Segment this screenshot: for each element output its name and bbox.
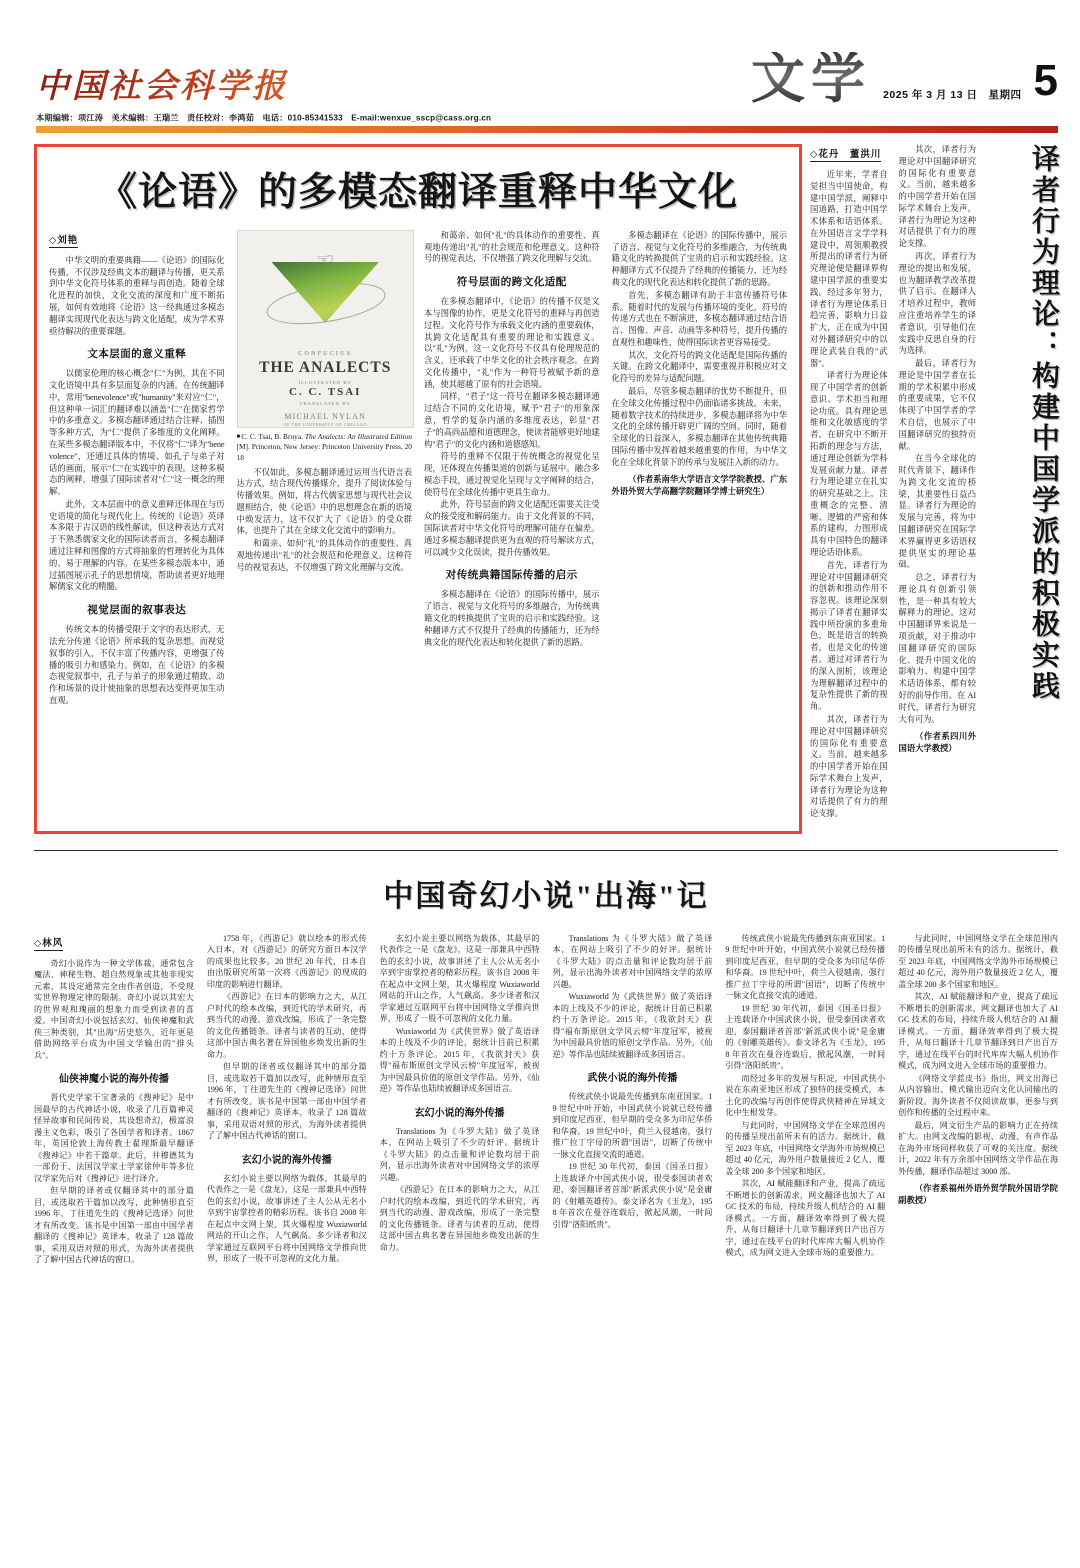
paragraph: 而经过多年的发展与积淀，中国武侠小说在东南亚地区形成了独特的接受模式，本土化的改编与再创作使得武侠精神在异域文化中生根发芽。 <box>725 1073 886 1118</box>
paragraph: 与此同时，中国网络文学在全球范围内的传播呈现出前所未有的活力。据统计，截至 2023 年底，中国网络文学海外市场规模已超过 40 亿元，海外用户数量接近 2 亿人，覆盖全球 200 多个国家和地区。 <box>898 934 1058 989</box>
paragraph: 但早期的译者或仅翻译其中的部分篇目，或选取若干篇加以改写，此种情形直至 1996 年，丁往道先生的《搜神记选译》问世才有所改变。该书是中国第一部由中国学者翻译的《搜神记》英译本，收录了 128 篇故事，采用双语对照的形式，为海外读者提供了了解中国古代神话的窗口。 <box>34 1186 194 1265</box>
paragraph: 传统武侠小说最先传播到东南亚国家。19 世纪中叶开始，中国武侠小说就已经传播到印度尼西亚，但早期的受众多为印尼华侨和华裔。19 世纪中叶，荷兰入侵越南，强行推广拉丁字母的所谓"国语"，切断了传统中一脉文化直接交流的通道。 <box>552 1092 713 1159</box>
right-vertical-headline: 译者行为理论：构建中国学派的积极实践 <box>1028 144 1059 702</box>
right-attribution: （作者系四川外国语大学教授） <box>898 732 977 754</box>
paragraph: 其次，译者行为理论对中国翻译研究的国际化有重要意义。当前，越来越多的中国学者开始在国际学术舞台上发声，译者行为理论为这种对话提供了有力的理论支撑。 <box>810 714 888 819</box>
right-byline: ◇花丹 董洪川 <box>810 146 881 162</box>
main-byline: ◇刘艳 <box>49 232 78 248</box>
masthead-credits: 本期编辑：项江涛 美术编辑：王瑞兰 责任校对：李鸿茹 电话：010-85341533 E-mail:wenxue_sscp@cass.org.cn <box>36 113 492 123</box>
bottom-subhead-1: 仙侠神魔小说的海外传播 <box>58 1074 169 1086</box>
paragraph: 《西游记》在日本的影响力之大，从江户时代的绘本改编，到近代的学术研究，再到当代的动漫、游戏改编，形成了一条完整的文化传播链条。译者与读者的互动，使得这部中国古典名著在异国他乡焕发出新的生命力。 <box>206 992 367 1059</box>
paragraph: 首先，译者行为理论对中国翻译研究的创新和推动作用不容忽视。该理论深刻揭示了译者在翻译实践中所扮演的多重角色，既是语言的转换者，也是文化的传递者。通过对译者行为的深入剖析，该理论为理解翻译过程中的复杂性提供了新的视角。 <box>810 560 888 712</box>
top-block <box>34 144 1058 834</box>
paragraph: Wuxiaworld 为《武侠世界》做了英语译本的上线及不少的评论，据统计目前已积累约十万条评论。2015 年，《我欲封天》获得"福布斯原创文学风云榜"年度冠军，被视为中国最具价值的原创文学作品。另外，《仙逆》等作品也陆续被翻译成多国语言。 <box>379 1026 540 1094</box>
masthead-rule <box>36 126 1058 133</box>
masthead-right <box>751 49 1058 109</box>
bottom-article-columns <box>34 933 1058 1267</box>
right-column-2 <box>899 144 977 834</box>
right-article <box>810 144 1058 834</box>
bottom-lead-paragraph: 奇幻小说作为一种文学体裁，通常包含魔法、神秘生物、超自然现象或其他非现实元素，其设定通常完全由作者创造，不受现实世界物理定律的限制。奇幻小说以其宏大的世界观和瑰丽的想象力而受到读者的喜爱。中国奇幻小说包括玄幻、仙侠神魔和武侠三种类别，其"出海"历史悠久，近年更是借助网络平台成为中国文学输出的"排头兵"。 <box>34 959 194 1060</box>
paragraph: 译者行为理论体现了中国学者的创新意识、学术担当和理论功底。具有理论思维和文化敏感度的学者，在研究中不断开拓新的理念与方法，通过理论创新为学科发展贡献力量。译者行为理论建立在扎实的研究基础之上，注重概念的完整、清晰、逻辑的严密和体系的建构，力图形成具有中国特色的翻译理论话语体系。 <box>810 371 888 557</box>
page-body <box>0 144 1080 1267</box>
bottom-subhead-2b: 玄幻小说的海外传播 <box>414 1107 505 1119</box>
bottom-subhead-3: 武侠小说的海外传播 <box>587 1073 678 1085</box>
bottom-column-5 <box>725 933 885 1267</box>
main-subhead-3: 符号层面的跨文化适配 <box>456 277 567 289</box>
paragraph: 此外，符号层面的跨文化适配还需要关注受众的接受度和解码能力。由于文化背景的不同，国际读者对中华文化符号的理解可能存在偏差。通过多模态翻译提供更为直观的符号解读方式，可以减少文化误读，提升传播效果。 <box>424 500 600 557</box>
paragraph: 19 世纪 30 年代初，泰国《国圣日报》上连载译介中国武侠小说，很受泰国读者欢迎，泰国翻译者首部"新派武侠小说"是金庸的《射雕英雄传》。泰文译名为《玉龙》，1958 年首次在曼谷连载后，掀起风潮，一时间引得"洛阳纸贵"。 <box>725 1003 886 1071</box>
paragraph: 其次，AI 赋能翻译和产业，提高了疏远不断增长的创新需求，网文翻译也加大了 AIGC 技术的布局，持续升级人机结合的 AI 翻译模式。一方面，翻译效率得到了极大提升，从每日翻译十几章节翻译到日产出百万字，通过在线平台的时代库库大幅人机协作模式，成为网文进入全球市场的重要推力。 <box>725 1179 886 1258</box>
cover-illustrated-label: ILLUSTRATED BY <box>298 380 353 386</box>
main-column-3 <box>424 230 600 708</box>
paragraph: 以儒家伦理的核心概念"仁"为例，其在不同文化语境中具有多层面复杂的内涵。在传统翻译中，常用"benevolence"或"humanity"来对应"仁"，但这种单一词汇的翻译难以涵盖"仁"在儒家哲学中的多重意义。多模态翻译通过结合注释、插图等多种方式，为"仁"提供了多维度的文化阐释。在某些多模态翻译版本中，不仅将"仁"译为"benevolence"，还通过具体的情境、如孔子与弟子对话的画面，展示"仁"在实践中的表现。这种多模态的阐释，增强了国际读者对"仁"这一概念的理解。 <box>49 369 225 497</box>
figure-caption <box>237 432 413 462</box>
cover-figure-icon: ☜ <box>316 249 335 272</box>
bottom-byline: ◇林风 <box>34 935 63 951</box>
paragraph: 总之，译者行为理论具有创新引领性，是一种具有较大解释力的理论。这对中国翻译界来说是一项贡献，对于推动中国翻译研究的国际化、提升中国文化的影响力、构建中国学术话语体系，都有较好的前导作用。在 AI 时代，译者行为研究大有可为。 <box>898 573 977 724</box>
paragraph: 与此同时，中国网络文学在全球范围内的传播呈现出前所未有的活力。据统计，截至 2023 年底，中国网络文学海外市场规模已超过 40 亿元，海外用户数量接近 2 亿人，覆盖全球 200 多个国家和地区。 <box>725 1120 886 1176</box>
paragraph: 1758 年，《西游记》就以绘本的形式传入日本，对《西游记》的研究方面日本汉学的成果也比较多。20 世纪 20 年代，日本自由出版研究所第一次将《西游记》的现成的印度的影响进行翻译。 <box>206 934 367 989</box>
paragraph: 《网络文学蓝皮书》指出，网文出海已从内容输出、模式输出迈向文化认同输出的新阶段。海外读者不仅阅读故事，更参与到创作和传播的全过程中来。 <box>898 1073 1058 1118</box>
paragraph: 传统文本的传播受限于文字的表达形式，无法充分传递《论语》所承载的复杂思想。而视觉叙事的引入，不仅丰富了传播内容，更增强了传播的吸引力和感染力。例如，在《论语》的多模态视觉叙事中，孔子与弟子的形象通过精致、动作和场景的设计使抽象的思想表达变得更加生动直观。 <box>49 625 225 705</box>
paragraph: 和蔼亲、如何"礼"的具体动作的重要性、真观地传递出"礼"的社会规范和伦理意义。这种符号的视觉表达，不仅增强了跨文化理解与交流。 <box>424 230 600 264</box>
cover-translator-sub: OF THE UNIVERSITY OF CHICAGO <box>283 422 368 428</box>
section-title: 文学 <box>751 49 872 109</box>
paragraph: 此外，文本层面中的意义重释还体现在与历史语境的简化与现代化上。传统的《论语》英译本多限于古汉语的线性解读，但这种表达方式对于不熟悉儒家文化的国际读者而言，多模态翻译通过注释和图像的方式将抽象的哲理转化为具体的、易于理解的内容。在某些多模态版本中，通过插图展示孔子的思想情境，帮助读者更好地理解儒家文化的精髓。 <box>49 499 225 592</box>
paragraph: 和蔼亲、如何"礼"的具体动作的重要性、真观地传递出"礼"的社会规范和伦理意义。这种符号的视觉表达，不仅增强了跨文化理解与交流。 <box>236 539 412 572</box>
book-cover-image <box>237 230 415 429</box>
paragraph: 多模态翻译在《论语》的国际传播中，展示了语言、视觉与文化符号的多维融合，为传统典籍文化的转换提供了宝贵的启示和实践经验。这种翻译方式不仅提升了经典的传播能力，还为经典文化的现代化表达和转化提供了新的思路。 <box>424 590 600 647</box>
paragraph: 最后，尽管多模态翻译的优势不断提升，但在全球文化传播过程中仍面临诸多挑战。未来，随着数字技术的持续进步，多模态翻译将为中华文化的全球传播开辟更广阔的空间。同时，随着全球化的日益深入，多模态翻译在其他传统典籍国际传播中发挥着越来越重要的作用，为中华文化在全球化背景下的传承与发展注入新的动力。 <box>611 387 787 467</box>
paragraph: 最后，译者行为理论是中国学者在长期的学术积累中形成的重要成果，它不仅体现了中国学者的学术自信，也展示了中国翻译研究的独特贡献。 <box>898 359 977 451</box>
paragraph: 在当今全球化的时代背景下，翻译作为跨文化交流的桥梁，其重要性日益凸显。译者行为理论的发展与完善，将为中国翻译研究在国际学术界赢得更多话语权提供坚实的理论基础。 <box>898 454 977 570</box>
caption-italic-title: The Analects: An Illustrated Edition <box>304 432 413 442</box>
paragraph: 同样，"君子"这一符号在翻译多模态翻译通过结合不同的文化语境，赋予"君子"的形象深意，哲学的复杂内涵的多维度表达，彰显"君子"的高尚品德和道德理念，使读者能够更好地建构"君子"的文化内涵和道德感知。 <box>424 392 600 449</box>
cover-ring-shape <box>264 276 388 331</box>
bottom-column-4 <box>552 933 712 1267</box>
section-divider <box>34 850 1058 851</box>
main-column-2 <box>237 230 413 708</box>
issue-date: 2025 年 3 月 13 日 星期四 <box>883 89 1022 101</box>
masthead-left <box>36 60 491 124</box>
main-article-columns <box>49 230 787 708</box>
right-column-1 <box>810 144 888 834</box>
bottom-column-2 <box>207 933 367 1267</box>
bottom-column-3 <box>380 933 540 1267</box>
bottom-attribution: （作者系福州外语外贸学院外国语学院副教授） <box>898 1184 1058 1205</box>
paragraph: 首先，多模态翻译有助于丰富传播符号体系。随着时代的发展与传播环境的变化，符号的传递方式也在不断演进，多模态翻译通过结合语言、图像、声音、动画等多种符号，提升传播的直观性和趣味性，使得国际读者更容易接受。 <box>611 290 787 347</box>
cover-text-block <box>250 351 401 427</box>
paragraph: 玄幻小说主要以网络为载体，其最早的代表作之一是《盘龙》，这是一部兼具中西特色的玄幻小说，故事讲述了主人公从无名小卒到宇宙掌控者的精彩历程。该书自 2008 年在起点中文网上架，其火爆程度 Wuxiaworld 网站的开山之作，人气飙高。多少译者和汉学家通过互联网平台将中国网络文学推向世界，形成了一股不可忽视的文化力量。 <box>379 934 540 1024</box>
paragraph: Translations 为《斗罗大陆》做了英译本，在网站上吸引了不少的好评。据统计《斗罗大陆》的点击量和评论数均居于前列，显示出海外读者对中国网络文学的浓厚兴趣。 <box>552 934 713 989</box>
main-attribution: （作者系南华大学语言文学学院教授、广东外语外贸大学高翻学院翻译学博士研究生） <box>611 475 787 497</box>
caption-part-2: [M]. Princeton, New Jersey: Princeton University Press, 2018 <box>236 442 412 462</box>
main-subhead-4: 对传统典籍国际传播的启示 <box>445 570 578 582</box>
highlighted-article-frame <box>34 144 802 834</box>
paragraph: 近年来，学者自觉担当中国使命，构建中国学派，阐释中国道路，打造中国学术体系和话语体系。在外国语言文学学科建设中，周领顺教授所提出的译者行为研究理论便是翻译界构建中国学派的重要实践。经过多年努力，译者行为理论体系日趋完善，影响力日益扩大，正在成为中国对外翻译研究中的以理论武装自我的"武器"。 <box>810 170 888 368</box>
main-subhead-2: 视觉层面的叙事表达 <box>87 605 187 617</box>
paragraph: 其次，文化符号的跨文化适配是国际传播的关键。在跨文化翻译中，需要重视并积极应对文化符号的差异与适配问题。 <box>611 350 787 384</box>
bottom-subhead-2: 玄幻小说的海外传播 <box>241 1154 332 1166</box>
paragraph: 晋代史学家干宝著录的《搜神记》是中国最早的古代神话小说，收录了几百篇神灵怪异故事和民间传说，其设想奇幻，极富浪漫主义色彩，吸引了各国学者和译者。1867 年，英国伦敦上海传教士翟理斯最早翻译《搜神记》中若干篇章。此后，井穆德其为一部份于、法国汉学家士学家徐仲年等多位汉学家先后对《搜神记》进行译介。 <box>34 1093 194 1183</box>
paragraph: 其次，译者行为理论对中国翻译研究的国际化有重要意义。当前，越来越多的中国学者开始在国际学术舞台上发声，译者行为理论为这种对话提供了有力的理论支撑。 <box>898 145 977 249</box>
caption-part-1: C. C. Tsai, B. Bruya. <box>241 432 305 442</box>
main-column-1 <box>49 230 225 708</box>
paragraph: 符号的重释不仅限于传统概念的视觉化呈现，还体现在传播渠道的创新与延展中。融合多模态手段，通过视觉化呈现与文字阐释的结合，使符号在全球化传播中更具生命力。 <box>424 452 600 497</box>
main-column-4 <box>612 230 788 708</box>
main-headline: 《论语》的多模态翻译重释中华文化 <box>98 171 739 214</box>
cover-author: C. C. TSAI <box>289 386 362 399</box>
right-article-columns <box>810 144 976 834</box>
main-subhead-1: 文本层面的意义重释 <box>87 349 187 361</box>
cover-artwork <box>264 249 387 333</box>
cover-translator: MICHAEL NYLAN <box>284 412 367 422</box>
paragraph: 玄幻小说主要以网络为载体，其最早的代表作之一是《盘龙》，这是一部兼具中西特色的玄幻小说，故事讲述了主人公从无名小卒到宇宙掌控者的精彩历程。该书自 2008 年在起点中文网上架，其火爆程度 Wuxiaworld 网站的开山之作，人气飙高。多少译者和汉学家通过互联网平台将中国网络文学推向世界，形成了一股不可忽视的文化力量。 <box>206 1173 367 1264</box>
newspaper-logo: 中国社会科学报 <box>36 60 491 107</box>
paragraph: 其次，AI 赋能翻译和产业，提高了疏远不断增长的创新需求，网文翻译也加大了 AIGC 技术的布局，持续升级人机结合的 AI 翻译模式。一方面，翻译效率得到了极大提升，从每日翻译十几章节翻译到日产出百万字，通过在线平台的时代库库大幅人机协作模式，成为网文进入全球市场的重要推力。 <box>898 992 1058 1071</box>
paragraph: 多模态翻译在《论语》的国际传播中，展示了语言、视觉与文化符号的多维融合，为传统典籍文化的转换提供了宝贵的启示和实践经验。这种翻译方式不仅提升了经典的传播能力，还为经典文化的现代化表达和转化提供了新的思路。 <box>611 230 787 287</box>
bottom-column-1 <box>34 933 194 1267</box>
paragraph: 传统武侠小说最先传播到东南亚国家。19 世纪中叶开始，中国武侠小说就已经传播到印度尼西亚，但早期的受众多为印尼华侨和华裔。19 世纪中叶，荷兰入侵越南，强行推广拉丁字母的所谓"国语"，切断了传统中一脉文化直接交流的通道。 <box>725 934 886 1001</box>
caption-marker-icon: ■ <box>236 434 241 441</box>
paragraph: 《西游记》在日本的影响力之大，从江户时代的绘本改编，到近代的学术研究，再到当代的动漫、游戏改编，形成了一条完整的文化传播链条。译者与读者的互动，使得这部中国古典名著在异国他乡焕发出新的生命力。 <box>379 1185 540 1252</box>
bottom-column-6 <box>898 933 1058 1267</box>
book-cover-figure <box>237 230 413 463</box>
paragraph: 不仅如此，多模态翻译通过运用当代语言表达方式，结合现代传播媒介，提升了阅读体验与传播效果。例如，将古代儒家思想与现代社会议题相结合，使《论语》中的思想理念在新的语境中焕发活力，这不仅扩大了《论语》的受众群体，也提升了其在全球文化交流中的影响力。 <box>236 467 412 536</box>
paragraph: 19 世纪 30 年代初，泰国《国圣日报》上连载译介中国武侠小说，很受泰国读者欢迎，泰国翻译者首部"新派武侠小说"是金庸的《射雕英雄传》。泰文译名为《玉龙》，1958 年首次在曼谷连载后，掀起风潮，一时间引得"洛阳纸贵"。 <box>552 1162 713 1229</box>
paragraph: 再次，译者行为理论的提出和发展，也为翻译教学改革提供了启示。在翻译人才培养过程中，教师应注重培养学生的译者意识，引导他们在实践中反思自身的行为选择。 <box>898 252 977 356</box>
cover-confucius-label: CONFUCIUS <box>298 351 353 358</box>
paragraph: Translations 为《斗罗大陆》做了英译本，在网站上吸引了不少的好评。据统计《斗罗大陆》的点击量和评论数均居于前列，显示出海外读者对中国网络文学的浓厚兴趣。 <box>379 1126 540 1182</box>
masthead <box>0 0 1080 132</box>
cover-title: THE ANALECTS <box>259 359 392 377</box>
paragraph: Wuxiaworld 为《武侠世界》做了英语译本的上线及不少的评论，据统计目前已积累约十万条评论。2015 年，《我欲封天》获得"福布斯原创文学风云榜"年度冠军，被视为中国最具价值的原创文学作品。另外，《仙逆》等作品也陆续被翻译成多国语言。 <box>552 992 713 1059</box>
paragraph: 但早期的译者或仅翻译其中的部分篇目，或选取若干篇加以改写，此种情形直至 1996 年，丁往道先生的《搜神记选译》问世才有所改变。该书是中国第一部由中国学者翻译的《搜神记》英译本，收录了 128 篇故事，采用双语对照的形式，为海外读者提供了了解中国古代神话的窗口。 <box>206 1062 367 1141</box>
bottom-headline: 中国奇幻小说"出海"记 <box>383 880 709 913</box>
cover-translated-label: TRANSLATED BY <box>299 401 351 407</box>
page-number: 5 <box>1033 55 1058 105</box>
paragraph: 在多模态翻译中，《论语》的传播不仅是文本与图像的协作，更是文化符号的重释与再创造过程。文化符号作为承载文化内涵的重要载体，其跨文化适配具有重要的理论和实践意义。以"礼"为例，这一文化符号不仅具有伦理规范的含义，还承载了中华文化的社会秩序观念。在跨文化传播中，"礼"作为一种符号被赋予新的意涵，使其超越了原有的社会语境。 <box>424 297 600 389</box>
paragraph: 最后，网文衍生产品的影响力正在持续扩大。由网文改编的影视、动漫、有声作品在海外市场同样收获了可观的关注度。据统计，2022 年有万余部中国网络文学作品在海外传播，翻译作品超过 3000 部。 <box>898 1120 1058 1176</box>
main-lead-paragraph: 中华文明的重要典籍——《论语》的国际化传播，不仅涉及经典文本的翻译与传播，更关系到中华文化符号体系的重释与再创造。随着全球化进程的加快，文化交流的深度和广度不断拓展，如何有效地将《论语》这一经典通过多模态翻译实现现代化表达与跨文化适配，成为学术界亟待解决的重要课题。 <box>49 255 225 336</box>
